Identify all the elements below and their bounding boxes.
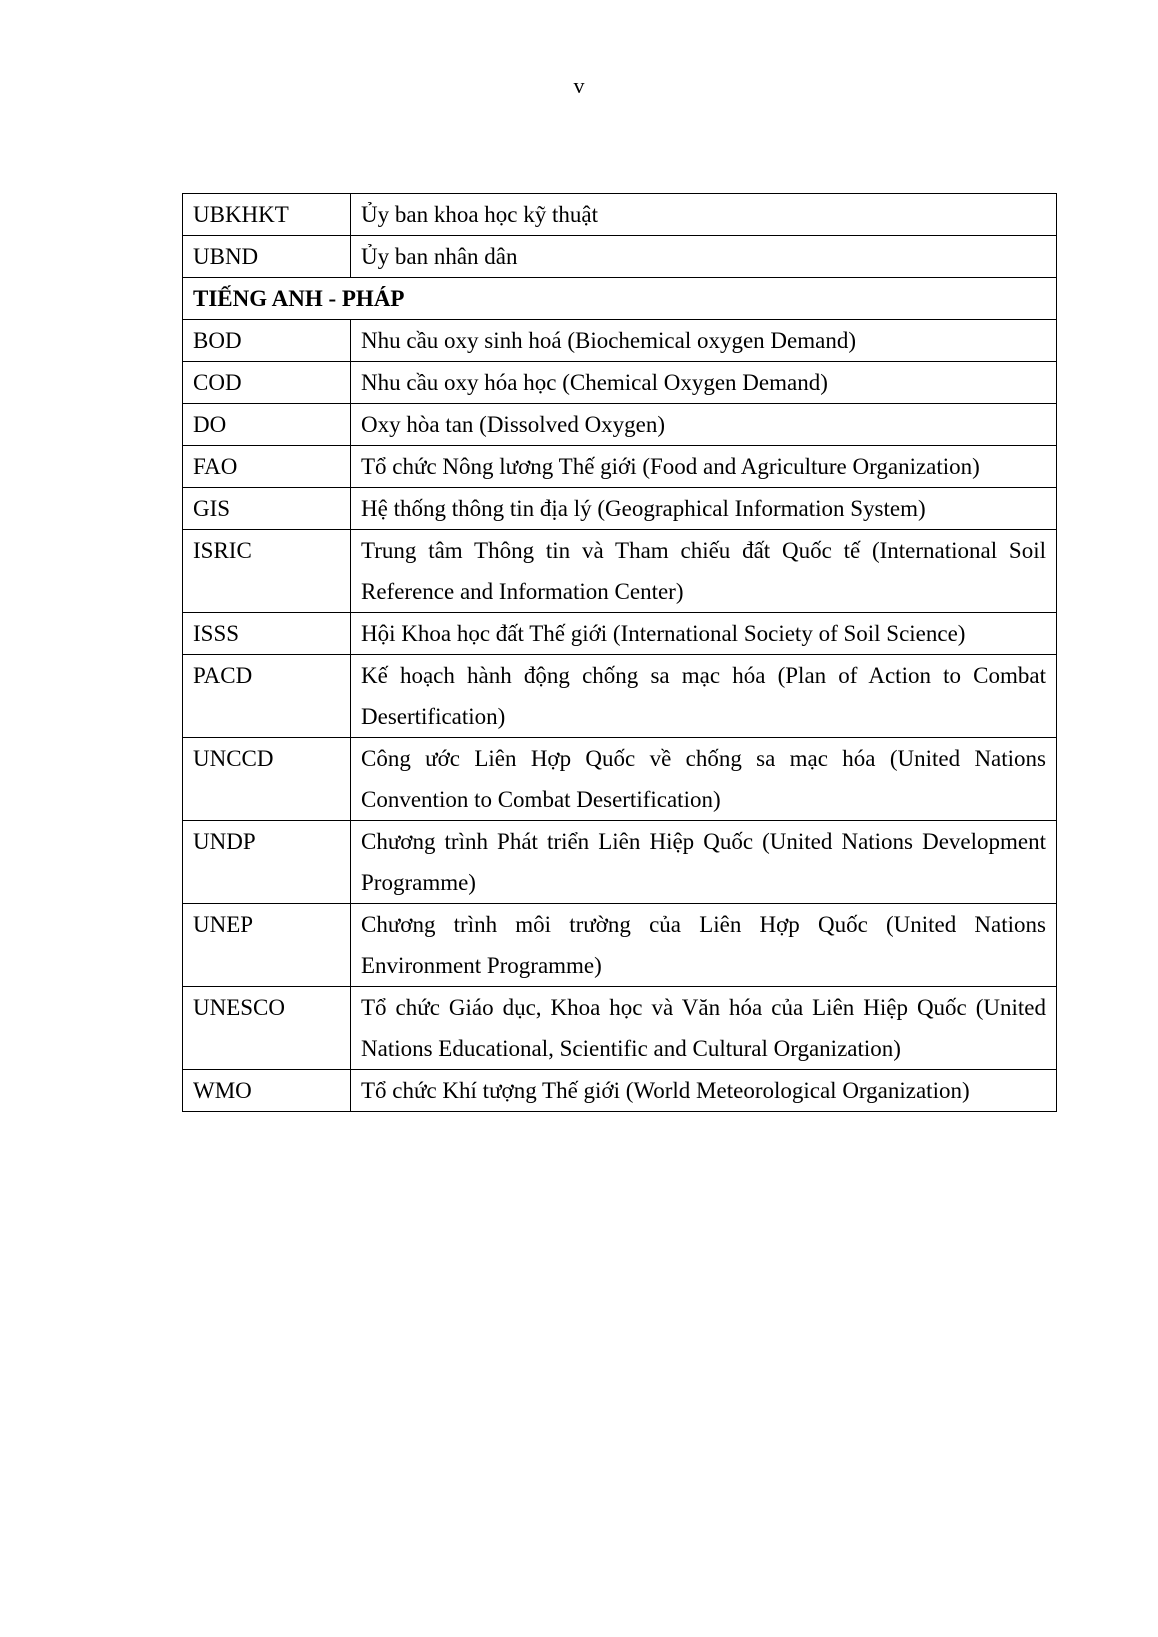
abbreviation-cell: UNEP	[183, 904, 351, 987]
section-heading: TIẾNG ANH - PHÁP	[183, 278, 1057, 320]
table-row	[183, 530, 1057, 613]
meaning-cell: Nhu cầu oxy hóa học (Chemical Oxygen Demand)	[351, 362, 1057, 404]
meaning-cell: Tổ chức Giáo dục, Khoa học và Văn hóa của Liên Hiệp Quốc (United Nations Educational, Scientific and Cultural Organization)	[351, 987, 1057, 1070]
abbreviation-cell: UBKHKT	[183, 194, 351, 236]
abbreviation-cell: DO	[183, 404, 351, 446]
abbreviation-cell: ISRIC	[183, 530, 351, 613]
table-row	[183, 987, 1057, 1070]
abbreviation-cell: GIS	[183, 488, 351, 530]
meaning-cell: Tổ chức Khí tượng Thế giới (World Meteorological Organization)	[351, 1070, 1057, 1112]
meaning-cell: Trung tâm Thông tin và Tham chiếu đất Quốc tế (International Soil Reference and Information Center)	[351, 530, 1057, 613]
abbreviation-cell: UNDP	[183, 821, 351, 904]
section-heading-row	[183, 278, 1057, 320]
table-row	[183, 821, 1057, 904]
meaning-cell: Oxy hòa tan (Dissolved Oxygen)	[351, 404, 1057, 446]
table-row	[183, 362, 1057, 404]
abbreviations-table	[182, 193, 1057, 1112]
abbreviation-cell: UNCCD	[183, 738, 351, 821]
table-row	[183, 1070, 1057, 1112]
abbreviation-cell: PACD	[183, 655, 351, 738]
meaning-cell: Ủy ban nhân dân	[351, 236, 1057, 278]
meaning-cell: Tổ chức Nông lương Thế giới (Food and Agriculture Organization)	[351, 446, 1057, 488]
abbreviation-cell: FAO	[183, 446, 351, 488]
table-row	[183, 904, 1057, 987]
meaning-cell: Công ước Liên Hợp Quốc về chống sa mạc hóa (United Nations Convention to Combat Desertification)	[351, 738, 1057, 821]
meaning-cell: Hội Khoa học đất Thế giới (International Society of Soil Science)	[351, 613, 1057, 655]
meaning-cell: Kế hoạch hành động chống sa mạc hóa (Plan of Action to Combat Desertification)	[351, 655, 1057, 738]
table-row	[183, 236, 1057, 278]
abbreviation-cell: UBND	[183, 236, 351, 278]
meaning-cell: Nhu cầu oxy sinh hoá (Biochemical oxygen Demand)	[351, 320, 1057, 362]
abbreviation-cell: ISSS	[183, 613, 351, 655]
table-row	[183, 404, 1057, 446]
abbreviation-cell: WMO	[183, 1070, 351, 1112]
table-row	[183, 194, 1057, 236]
meaning-cell: Chương trình môi trường của Liên Hợp Quốc (United Nations Environment Programme)	[351, 904, 1057, 987]
meaning-cell: Chương trình Phát triển Liên Hiệp Quốc (United Nations Development Programme)	[351, 821, 1057, 904]
page-number: v	[573, 73, 585, 98]
abbreviation-cell: UNESCO	[183, 987, 351, 1070]
abbreviation-cell: BOD	[183, 320, 351, 362]
table-row	[183, 738, 1057, 821]
table-row	[183, 488, 1057, 530]
table-row	[183, 320, 1057, 362]
table-row	[183, 613, 1057, 655]
meaning-cell: Ủy ban khoa học kỹ thuật	[351, 194, 1057, 236]
table-row	[183, 446, 1057, 488]
table-row	[183, 655, 1057, 738]
meaning-cell: Hệ thống thông tin địa lý (Geographical Information System)	[351, 488, 1057, 530]
abbreviation-cell: COD	[183, 362, 351, 404]
